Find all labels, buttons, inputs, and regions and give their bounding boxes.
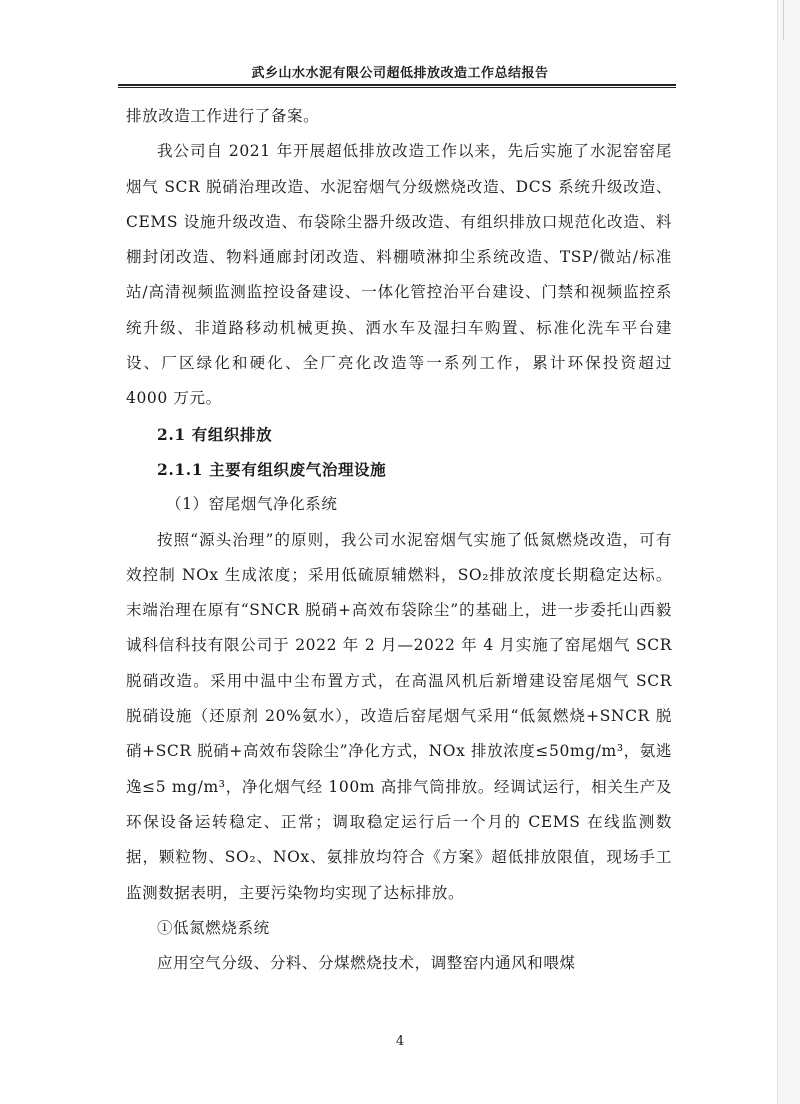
- paragraph-overview: 我公司自 2021 年开展超低排放改造工作以来，先后实施了水泥窑窑尾烟气 SCR 脱硝治理改造、水泥窑烟气分级燃烧改造、DCS 系统升级改造、CEMS 设施升级改造、布袋除尘器升级改造、有组织排放口规范化改造、料棚封闭改造、物料通廊封闭改造、料棚喷淋抑尘系统改造、TSP/微站/标准站/高清视频监测监控设备建设、一体化管控治平台建设、门禁和视频监控系统升级、非道路移动机械更换、洒水车及湿扫车购置、标准化洗车平台建设、厂区绿化和硬化、全厂亮化改造等一系列工作，累计环保投资超过 4000 万元。: [126, 142, 672, 408]
- page-corner-mark: [783, 0, 784, 40]
- item-subheading: ①低氮燃烧系统: [157, 918, 270, 937]
- page-number: 4: [395, 1034, 405, 1049]
- subsection-heading: 2.1.1 主要有组织废气治理设施: [157, 459, 387, 479]
- body-text: [126, 99, 672, 981]
- section-heading: 2.1 有组织排放: [157, 424, 273, 444]
- paragraph-low-nitrogen: 应用空气分级、分料、分煤燃烧技术，调整窑内通风和喂煤: [157, 954, 576, 973]
- header-rule-thin: [118, 87, 676, 88]
- running-header: 武乡山水水泥有限公司超低排放改造工作总结报告: [251, 66, 549, 81]
- paragraph-continuation: 排放改造工作进行了备案。: [126, 107, 320, 125]
- header-rule: [118, 84, 676, 86]
- item-heading: （1）窑尾烟气净化系统: [166, 495, 338, 514]
- paragraph-kiln-flue-gas: 按照“源头治理”的原则，我公司水泥窑烟气实施了低氮燃烧改造，可有效控制 NOx 生成浓度；采用低硫原辅燃料，SO₂排放浓度长期稳定达标。末端治理在原有“SNCR 脱硝+高效布袋除尘”的基础上，进一步委托山西毅诚科信科技有限公司于 2022 年 2 月—2022 年 4 月实施了窑尾烟气 SCR 脱硝改造。采用中温中尘布置方式，在高温风机后新增建设窑尾烟气 SCR 脱硝设施（还原剂 20%氨水），改造后窑尾烟气采用“低氮燃烧+SNCR 脱硝+SCR 脱硝+高效布袋除尘”净化方式，NOx 排放浓度≤50mg/m³，氨逃逸≤5 mg/m³，净化烟气经 100m 高排气筒排放。经调试运行，相关生产及环保设备运转稳定、正常；调取稳定运行后一个月的 CEMS 在线监测数据，颗粒物、SO₂、NOx、氨排放均符合《方案》超低排放限值，现场手工监测数据表明，主要污染物均实现了达标排放。: [126, 530, 672, 902]
- viewer-scroll-edge[interactable]: [777, 0, 800, 1104]
